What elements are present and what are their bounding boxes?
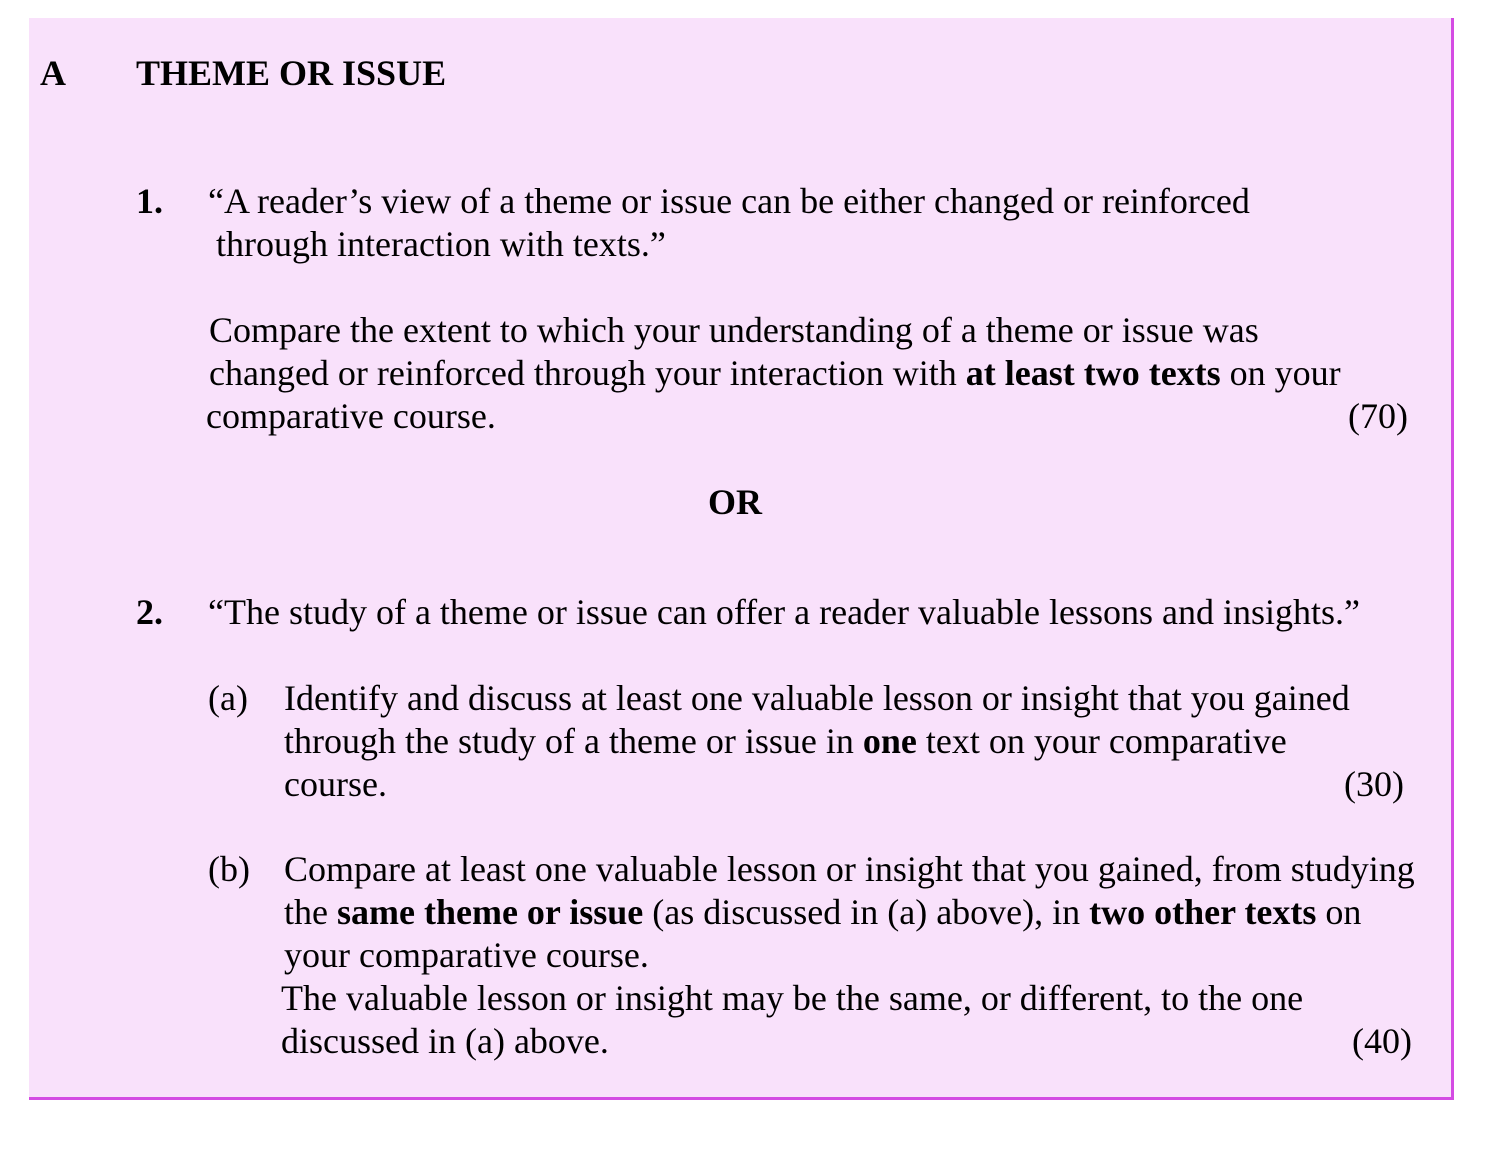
part-b-line-2-post: on xyxy=(1316,892,1362,932)
part-b-emphasis-2: two other texts xyxy=(1089,892,1317,932)
part-b-line-5: discussed in (a) above. xyxy=(281,1021,609,1061)
question-1-task-line-2-pre: changed or reinforced through your interaction with xyxy=(209,353,966,393)
part-b-line-2 xyxy=(284,891,1361,934)
section-letter: A xyxy=(40,53,66,93)
part-b-line-4: The valuable lesson or insight may be the same, or different, to the one xyxy=(281,978,1304,1018)
question-1-quote-line-2: through interaction with texts.” xyxy=(216,224,666,264)
part-a-line-2-pre: through the study of a theme or issue in xyxy=(284,721,863,761)
part-a-line-2 xyxy=(284,720,1287,763)
part-b-marks: (40) xyxy=(1352,1021,1412,1061)
part-b-emphasis-1: same theme or issue xyxy=(336,892,644,932)
part-b-line-3: your comparative course. xyxy=(284,935,649,975)
part-a-line-1: Identify and discuss at least one valuable lesson or insight that you gained xyxy=(284,678,1350,718)
question-1-task-line-2 xyxy=(209,352,1341,395)
part-b-line-1: Compare at least one valuable lesson or insight that you gained, from studying xyxy=(284,849,1415,889)
part-b-line-2-pre: the xyxy=(284,892,337,932)
part-a-label: (a) xyxy=(208,678,248,718)
question-1-task-line-2-post: on your xyxy=(1220,353,1341,393)
part-a-line-3: course. xyxy=(284,764,387,804)
section-heading: THEME OR ISSUE xyxy=(136,53,447,93)
question-1-task-line-1: Compare the extent to which your understanding of a theme or issue was xyxy=(209,310,1259,350)
or-separator: OR xyxy=(708,482,762,522)
part-b-label: (b) xyxy=(208,849,250,889)
question-2-number: 2. xyxy=(136,592,163,632)
part-a-marks: (30) xyxy=(1344,764,1404,804)
question-1-task-line-3: comparative course. xyxy=(206,396,496,436)
question-1-emphasis: at least two texts xyxy=(965,353,1221,393)
question-1-number: 1. xyxy=(136,181,163,221)
question-2-quote: “The study of a theme or issue can offer a reader valuable lessons and insights.” xyxy=(208,592,1360,632)
part-a-emphasis: one xyxy=(862,721,917,761)
part-a-line-2-post: text on your comparative xyxy=(916,721,1287,761)
question-1-quote-line-1: “A reader’s view of a theme or issue can be either changed or reinforced xyxy=(208,181,1250,221)
part-b-line-2-mid: (as discussed in (a) above), in xyxy=(643,892,1090,932)
question-1-marks: (70) xyxy=(1348,396,1408,436)
